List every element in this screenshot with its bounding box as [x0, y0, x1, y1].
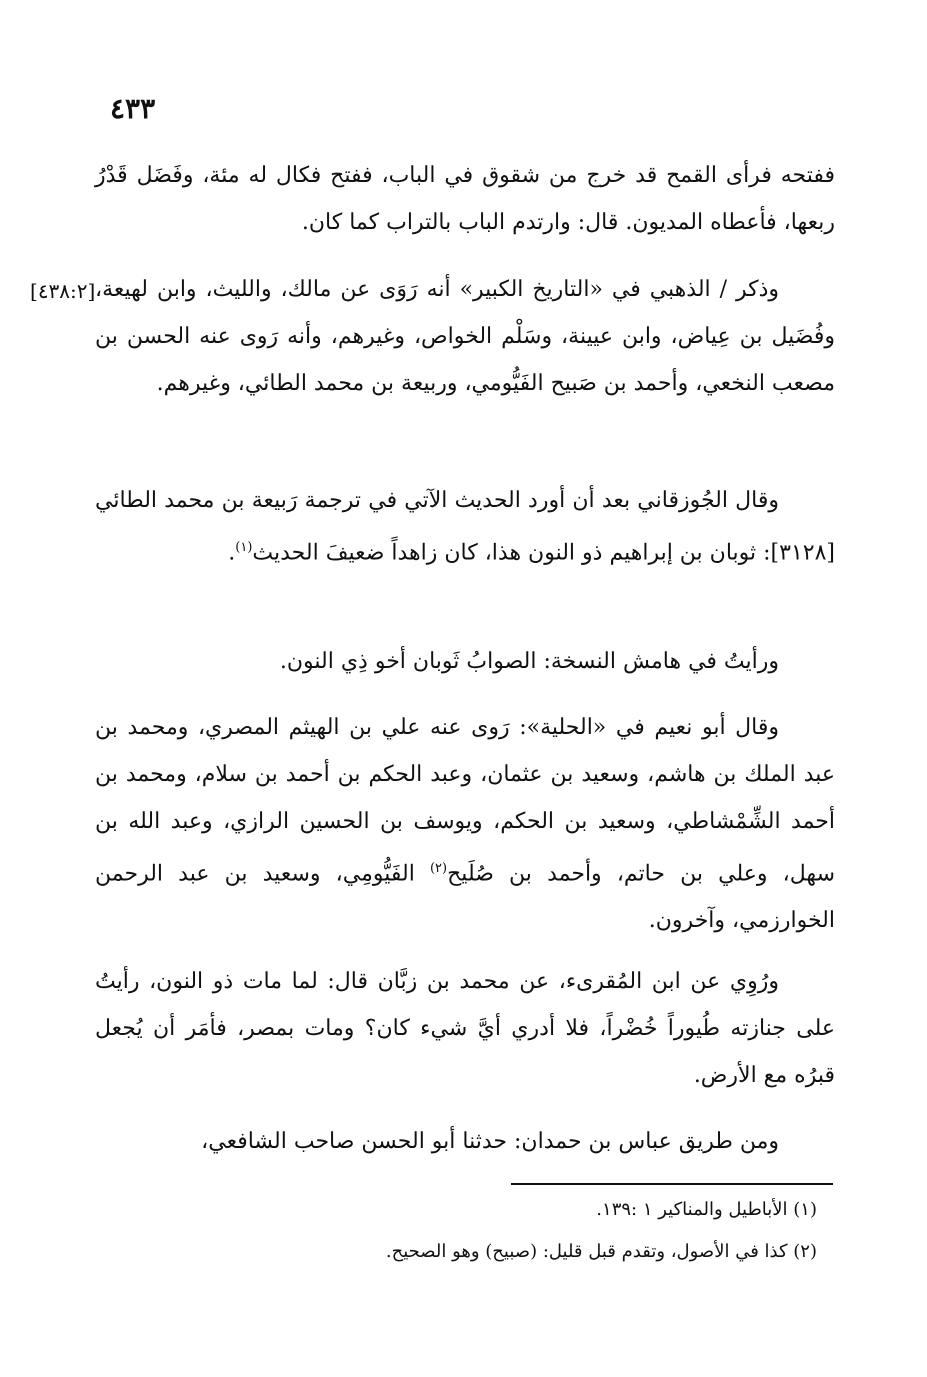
- paragraph-4: [95, 638, 835, 685]
- paragraph-6-text: ورُوِي عن ابن المُقرىء، عن محمد بن زبَّان قال: لما مات ذو النون، رأيتُ على جنازته طُيوراً خُضْراً، فلا أدري أيَّ شيء كان؟ ومات بمصر، فأمَر أن يُجعل قبرُه مع الأرض.: [95, 969, 836, 1088]
- paragraph-5-main: وقال أبو نعيم في «الحلية»: رَوى عنه علي بن الهيثم المصري، ومحمد بن عبد الملك بن هاشم، وسعيد بن عثمان، وعبد الحكم بن أحمد بن سلام، ومحمد بن أحمد الشِّمْشاطي، وسعيد بن الحكم، ويوسف بن الحسين الرازي، وعبد الله بن سهل، وعلي بن حاتم، وأحمد بن صُلَيح: [95, 715, 836, 887]
- paragraph-5-end: الفَيُّومِي، وسعيد بن عبد الرحمن الخوارزمي، وآخرون.: [95, 861, 835, 934]
- page-number: ٤٣٣: [110, 92, 156, 125]
- paragraph-7-text: ومن طريق عباس بن حمدان: حدثنا أبو الحسن صاحب الشافعي،: [201, 1129, 779, 1154]
- paragraph-4-text: ورأيتُ في هامش النسخة: الصوابُ ثَوبان أخو ذِي النون.: [279, 649, 779, 674]
- paragraph-5-text: [95, 704, 835, 944]
- paragraph-3-end: .: [228, 540, 236, 566]
- footnote-ref-2: (٢): [429, 861, 448, 876]
- paragraph-7: [95, 1118, 835, 1165]
- paragraph-1-text: ففتحه فرأى القمح قد خرج من شقوق في الباب، ففتح فكال له مئة، وفَضَل قَدْرُ ربعها، فأعطاه المديون. قال: وارتدم الباب بالتراب كما كان.: [95, 163, 835, 235]
- paragraph-5: [95, 704, 835, 944]
- paragraph-2: [95, 266, 835, 407]
- paragraph-3: [95, 477, 835, 576]
- footnote-separator: [511, 1183, 833, 1185]
- footnote-2: (٢) كذا في الأصول، وتقدم قبل قليل: (صبيح) وهو الصحيح.: [385, 1241, 817, 1262]
- paragraph-3-text: [95, 477, 835, 576]
- footnote-1: (١) الأباطيل والمناكير ١ :١٣٩.: [596, 1199, 817, 1220]
- paragraph-2-text: وذكر / الذهبي في «التاريخ الكبير» أنه رَوَى عن مالك، والليث، وابن لهيعة، وفُضَيل بن عِياض، وابن عيينة، وسَلْم الخواص، وغيرهم، وأنه رَوى عنه الحسن بن مصعب النخعي، وأحمد بن صَبيح الفَيُّومي، وربيعة بن محمد الطائي، وغيرهم.: [95, 277, 835, 396]
- paragraph-6: [95, 958, 835, 1099]
- margin-reference: [٤٣٨:٢]: [30, 279, 96, 303]
- paragraph-3-main: وقال الجُوزقاني بعد أن أورد الحديث الآتي في ترجمة رَبيعة بن محمد الطائي [٣١٢٨]: ثوبان بن إبراهيم ذو النون هذا، كان زاهداً ضعيفَ الحديث: [95, 488, 835, 566]
- paragraph-1: [95, 152, 835, 246]
- footnote-ref-1: (١): [235, 540, 253, 555]
